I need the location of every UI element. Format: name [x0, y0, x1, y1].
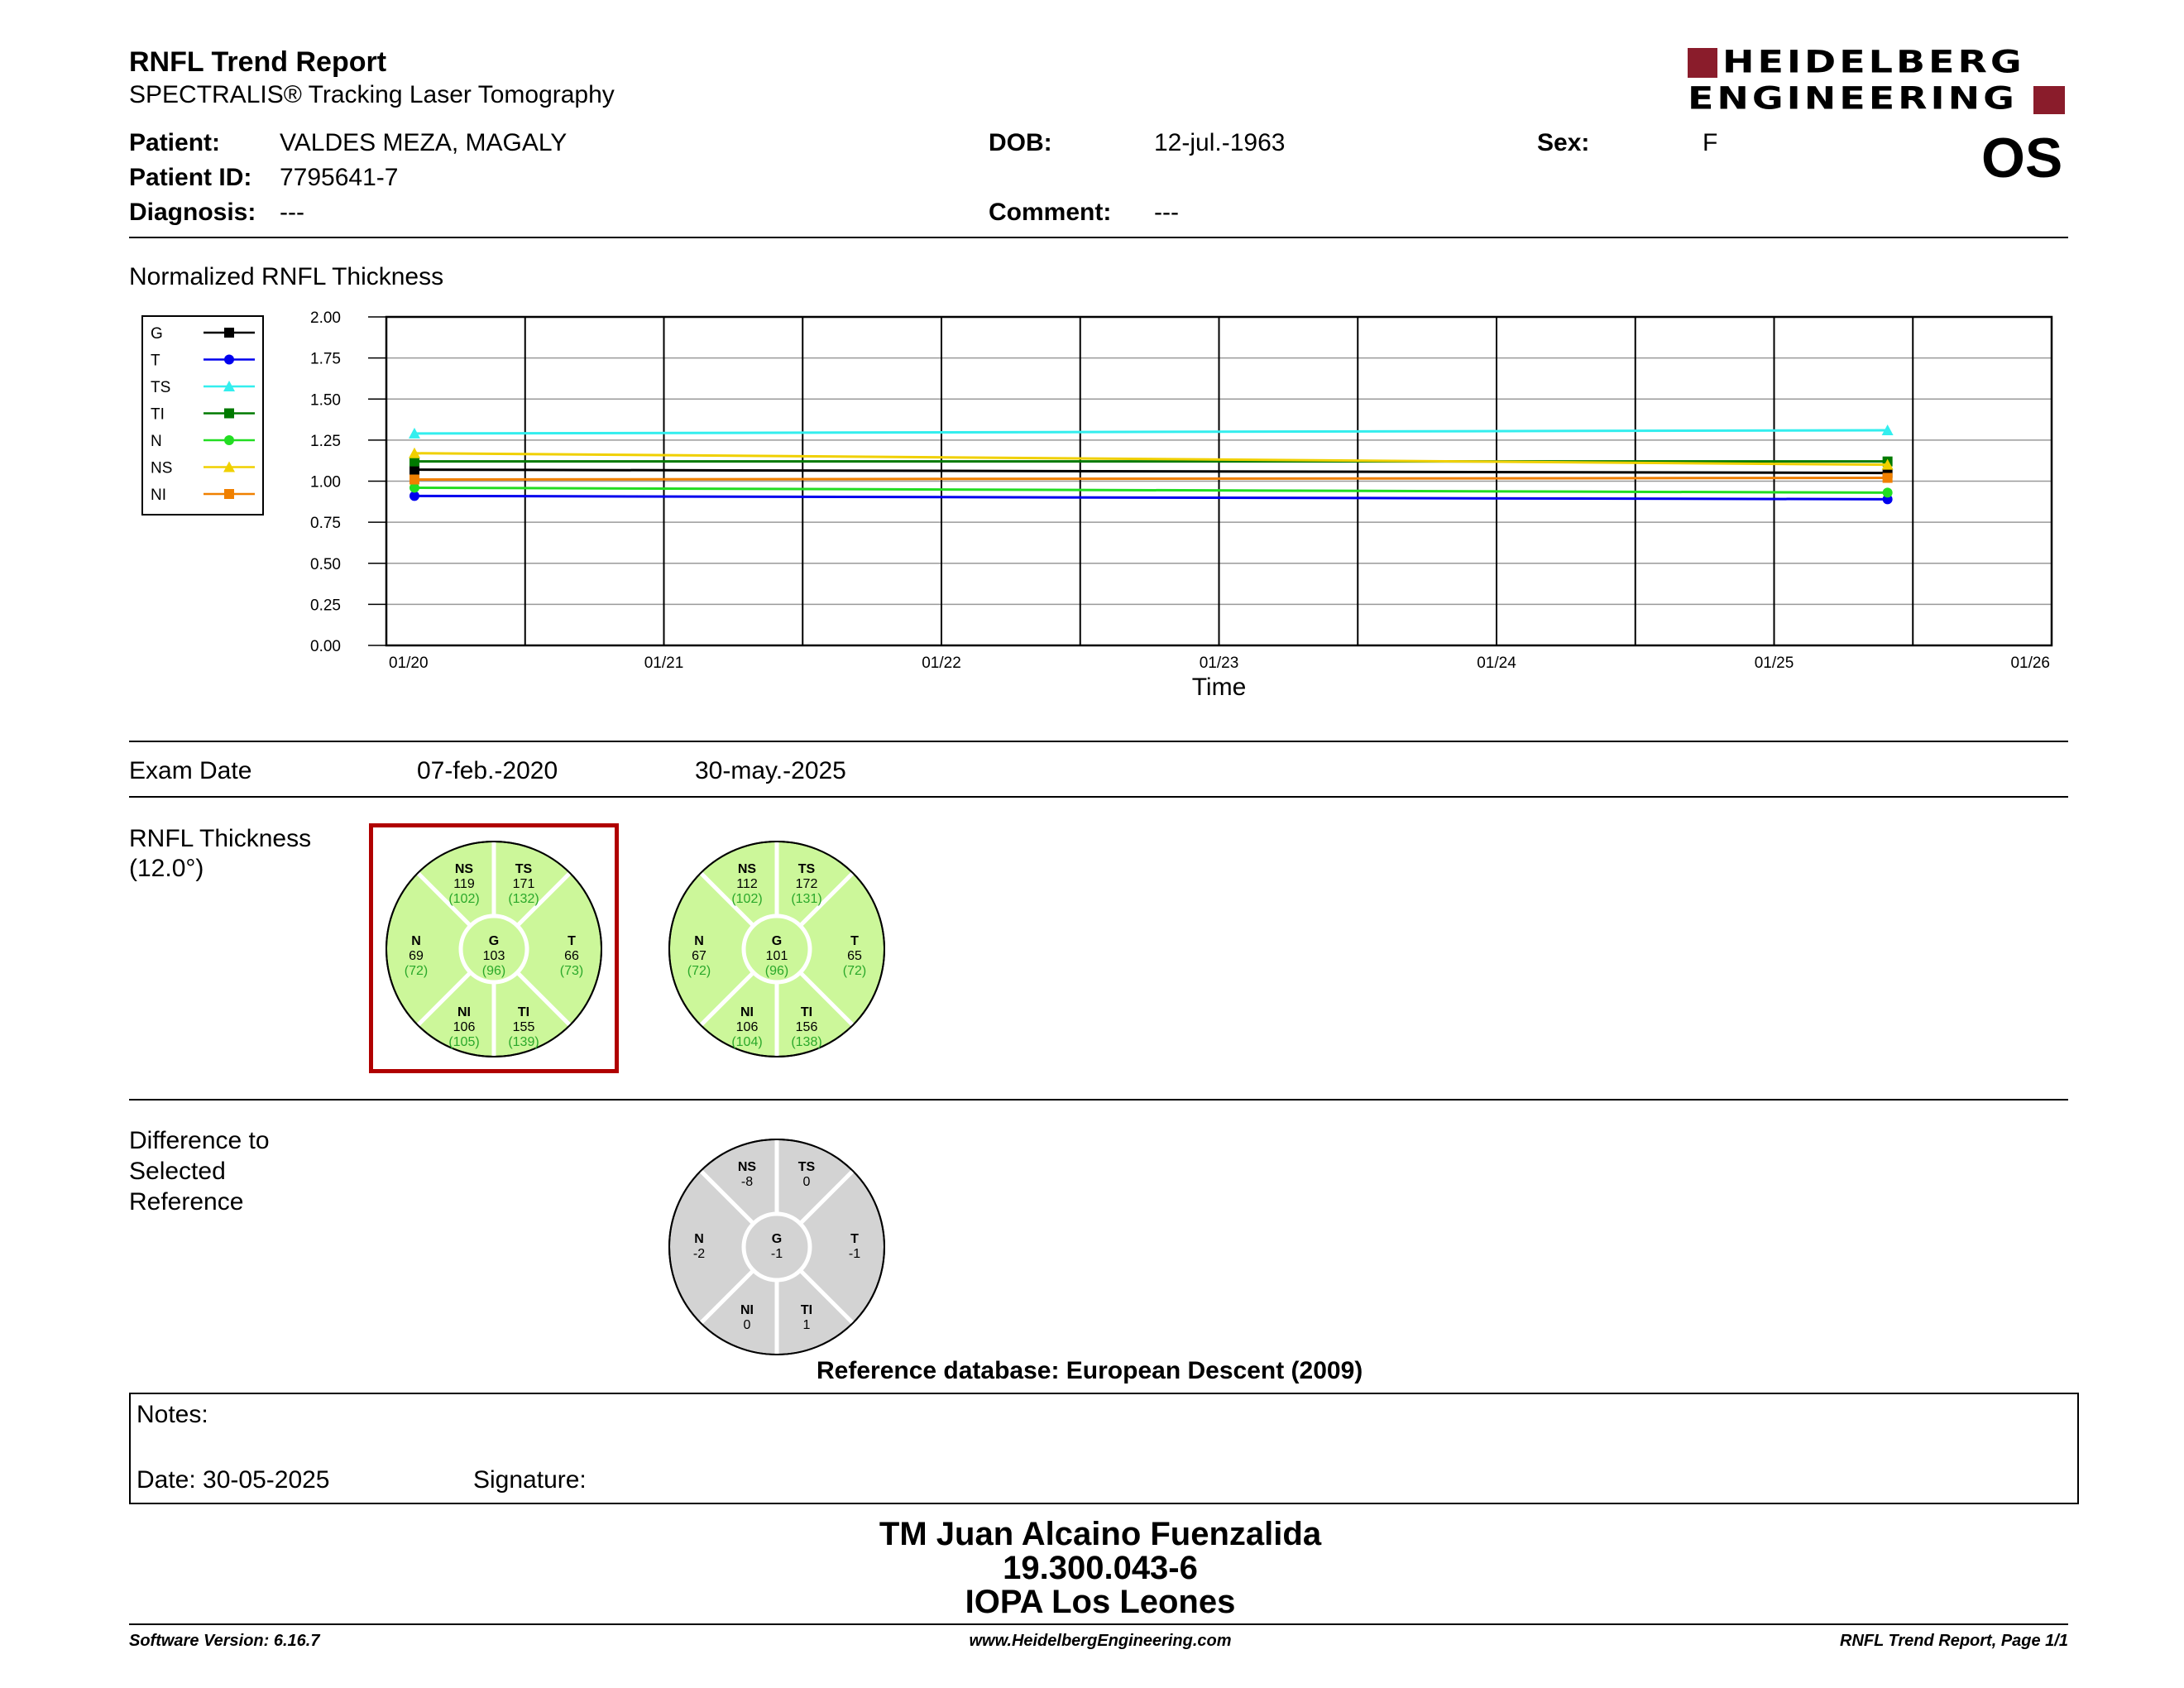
- sector-label-ns: NS: [737, 1160, 757, 1174]
- sector-value-n: 69: [409, 949, 424, 963]
- sector-label-ni: NI: [457, 1005, 471, 1019]
- sector-value-ns: 112: [736, 877, 758, 891]
- sector-reference-ti: (139): [508, 1035, 539, 1049]
- patient-name: VALDES MEZA, MAGALY: [280, 129, 568, 156]
- thickness-angle: (12.0°): [129, 855, 204, 882]
- signatory-org: IOPA Los Leones: [965, 1584, 1236, 1620]
- comment-value: ---: [1154, 199, 1179, 226]
- sector-value-t: -1: [848, 1247, 861, 1261]
- notes-date: Date: 30-05-2025: [136, 1466, 330, 1494]
- sector-label-ti: TI: [800, 1303, 813, 1317]
- difference-label-3: Reference: [129, 1188, 244, 1216]
- sector-label-t: T: [850, 1232, 859, 1246]
- sector-value-ns: -8: [740, 1175, 754, 1189]
- y-tick-label: 1.25: [310, 432, 341, 450]
- difference-label-2: Selected: [129, 1158, 226, 1185]
- sector-value-t: 65: [847, 949, 862, 963]
- sector-label-t: T: [568, 934, 576, 948]
- sector-label-ni: NI: [740, 1005, 754, 1019]
- sector-reference-ni: (104): [731, 1035, 763, 1049]
- legend-label-t: T: [151, 352, 160, 370]
- comment-label: Comment:: [989, 199, 1112, 226]
- difference-label: Difference to: [129, 1127, 270, 1154]
- signatory-name: TM Juan Alcaino Fuenzalida: [879, 1516, 1322, 1552]
- y-tick-label: 2.00: [310, 309, 341, 327]
- y-tick-label: 0.25: [310, 597, 341, 615]
- website-link[interactable]: www.HeidelbergEngineering.com: [969, 1632, 1232, 1650]
- sector-reference-ni: (105): [448, 1035, 480, 1049]
- sector-label-ts: TS: [797, 1160, 816, 1174]
- x-tick-label: 01/21: [644, 655, 684, 672]
- dob-value: 12-jul.-1963: [1154, 129, 1286, 156]
- sector-value-n: -2: [692, 1247, 706, 1261]
- y-tick-label: 1.00: [310, 473, 341, 492]
- sector-label-g: G: [771, 934, 783, 948]
- thickness-chart-2: [669, 842, 884, 1057]
- reference-database: Reference database: European Descent (2009): [817, 1357, 1363, 1384]
- diagnosis-value: ---: [280, 199, 304, 226]
- y-tick-label: 0.75: [310, 515, 341, 533]
- sector-value-ns: 119: [453, 877, 475, 891]
- sector-label-ts: TS: [515, 862, 533, 876]
- sector-value-ts: 171: [512, 877, 535, 891]
- sector-value-ti: 155: [512, 1020, 535, 1034]
- y-tick-label: 0.50: [310, 555, 341, 573]
- sector-value-g: -1: [770, 1247, 783, 1261]
- sector-label-n: N: [694, 1232, 704, 1246]
- eye-label: OS: [1981, 127, 2063, 189]
- report-subtitle: SPECTRALIS® Tracking Laser Tomography: [129, 81, 615, 108]
- divider: [129, 1623, 2068, 1625]
- page-number: RNFL Trend Report, Page 1/1: [1840, 1632, 2068, 1650]
- patient-label: Patient:: [129, 129, 221, 156]
- sector-reference-n: (72): [404, 964, 429, 978]
- sector-value-ts: 172: [795, 877, 818, 891]
- legend-label-ti: TI: [151, 405, 165, 424]
- sector-value-ti: 156: [795, 1020, 818, 1034]
- sector-label-g: G: [488, 934, 500, 948]
- sector-label-ti: TI: [800, 1005, 813, 1019]
- thickness-chart-1: [386, 842, 601, 1057]
- sector-reference-t: (72): [842, 964, 867, 978]
- sector-reference-ti: (138): [791, 1035, 822, 1049]
- x-tick-label: 01/20: [389, 655, 429, 672]
- software-version: Software Version: 6.16.7: [129, 1632, 320, 1650]
- exam-date-1[interactable]: 07-feb.-2020: [417, 757, 558, 784]
- sector-value-t: 66: [564, 949, 579, 963]
- thickness-label: RNFL Thickness: [129, 825, 312, 852]
- sector-value-ts: 0: [802, 1175, 811, 1189]
- x-tick-label: 01/26: [2010, 655, 2050, 672]
- sector-value-g: 103: [482, 949, 505, 963]
- notes-label: Notes:: [136, 1401, 208, 1428]
- dob-label: DOB:: [989, 129, 1052, 156]
- sector-label-g: G: [771, 1232, 783, 1246]
- sector-reference-n: (72): [687, 964, 711, 978]
- sector-label-ts: TS: [797, 862, 816, 876]
- x-tick-label: 01/25: [1754, 655, 1794, 672]
- sector-reference-ns: (102): [448, 892, 480, 906]
- diagnosis-label: Diagnosis:: [129, 199, 256, 226]
- divider: [129, 1099, 2068, 1101]
- chart-title: Normalized RNFL Thickness: [129, 263, 444, 290]
- legend-label-ns: NS: [151, 459, 173, 477]
- x-tick-label: 01/22: [922, 655, 961, 672]
- sector-label-t: T: [850, 934, 859, 948]
- report-title: RNFL Trend Report: [129, 46, 387, 78]
- sector-value-ni: 106: [735, 1020, 759, 1034]
- sector-value-ni: 106: [453, 1020, 476, 1034]
- x-tick-label: 01/23: [1199, 655, 1239, 672]
- sector-reference-ts: (131): [791, 892, 822, 906]
- exam-date-2[interactable]: 30-may.-2025: [695, 757, 846, 784]
- sector-label-ni: NI: [740, 1303, 754, 1317]
- exam-date-label: Exam Date: [129, 757, 252, 784]
- sector-reference-g: (96): [764, 964, 789, 978]
- signatory-id: 19.300.043-6: [1003, 1550, 1198, 1586]
- sector-value-g: 101: [765, 949, 788, 963]
- legend-label-ni: NI: [151, 487, 166, 504]
- sector-label-ti: TI: [517, 1005, 530, 1019]
- y-tick-label: 1.50: [310, 391, 341, 410]
- sector-label-ns: NS: [737, 862, 757, 876]
- sex-value: F: [1703, 129, 1718, 156]
- y-tick-label: 1.75: [310, 350, 341, 368]
- sector-value-n: 67: [692, 949, 706, 963]
- sector-reference-g: (96): [481, 964, 506, 978]
- x-axis-label: Time: [1191, 674, 1247, 701]
- legend-label-ts: TS: [151, 379, 171, 396]
- sector-label-n: N: [694, 934, 704, 948]
- sex-label: Sex:: [1537, 129, 1590, 156]
- sector-value-ti: 1: [802, 1318, 811, 1332]
- sector-reference-ts: (132): [508, 892, 539, 906]
- y-tick-label: 0.00: [310, 638, 341, 655]
- sector-label-ns: NS: [454, 862, 474, 876]
- patient-id-label: Patient ID:: [129, 164, 252, 191]
- sector-reference-ns: (102): [731, 892, 763, 906]
- sector-value-ni: 0: [743, 1318, 751, 1332]
- legend-label-g: G: [151, 325, 163, 343]
- patient-id: 7795641-7: [280, 164, 399, 191]
- x-tick-label: 01/24: [1477, 655, 1516, 672]
- sector-label-n: N: [411, 934, 421, 948]
- legend-label-n: N: [151, 433, 162, 450]
- signature-label: Signature:: [473, 1466, 587, 1494]
- difference-chart: [669, 1139, 884, 1355]
- sector-reference-t: (73): [559, 964, 584, 978]
- notes-box[interactable]: [129, 1393, 2079, 1504]
